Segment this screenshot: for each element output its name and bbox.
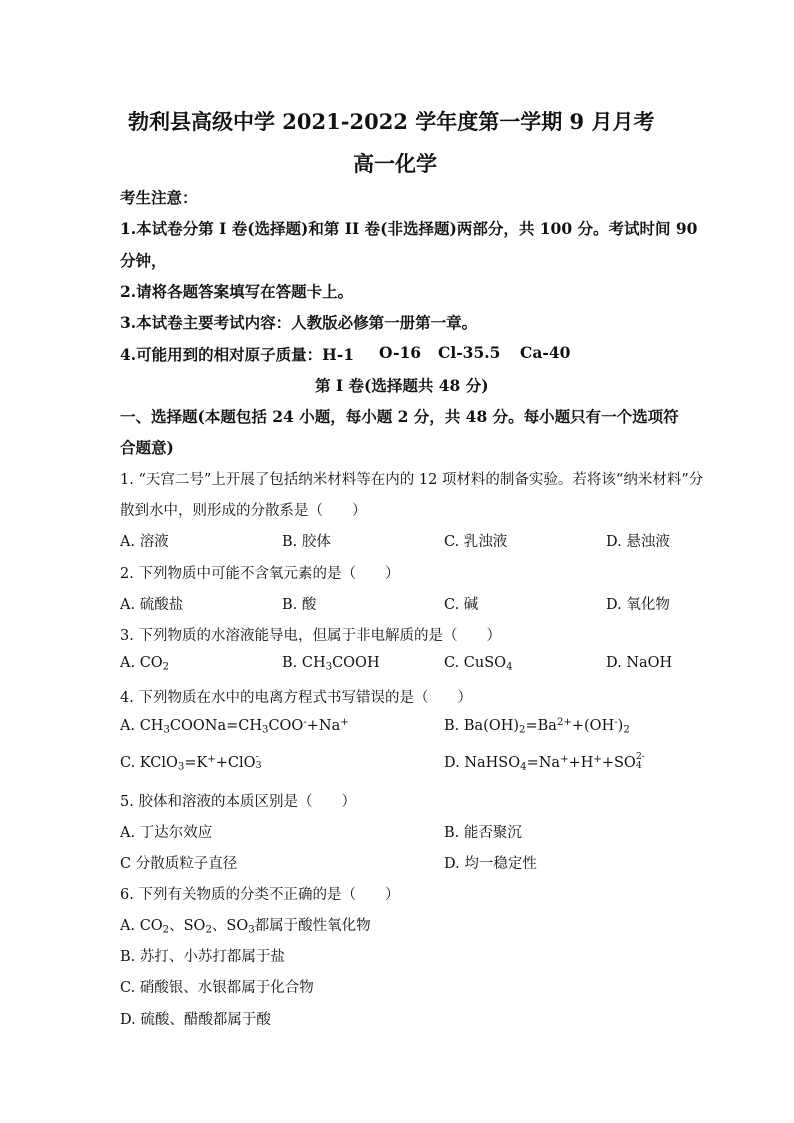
exam-title: 勃利县高级中学 2021-2022 学年度第一学期 9 月月考 xyxy=(128,109,655,134)
q5-stem: 5. 胶体和溶液的本质区别是（ ） xyxy=(120,794,356,810)
volume-title: 第 I 卷(选择题共 48 分) xyxy=(315,376,489,395)
q2-option-a: A. 硫酸盐 xyxy=(120,597,184,613)
q1-stem-line2: 散到水中，则形成的分散系是（ ） xyxy=(120,503,367,519)
exam-subtitle: 高一化学 xyxy=(353,151,437,176)
q1-option-a: A. 溶液 xyxy=(120,534,169,550)
notice-item-2: 2.请将各题答案填写在答题卡上。 xyxy=(120,282,354,301)
q5-option-c: C 分散质粒子直径 xyxy=(120,856,238,872)
notice-heading: 考生注意： xyxy=(120,188,198,207)
q2-option-b: B. 酸 xyxy=(282,597,317,613)
q2-option-c: C. 碱 xyxy=(444,597,479,613)
q3-option-b: B. $CH_3COOH$ xyxy=(282,655,380,673)
notice-item-3: 3.本试卷主要考试内容：人教版必修第一册第一章。 xyxy=(120,313,478,332)
q6-stem: 6. 下列有关物质的分类不正确的是（ ） xyxy=(120,887,400,903)
q1-option-b: B. 胶体 xyxy=(282,534,331,550)
part-title-line2: 合题意) xyxy=(120,438,174,457)
atomic-mass-o: O-16 xyxy=(379,343,422,362)
atomic-mass-h: 4.可能用到的相对原子质量：H-1 xyxy=(120,345,355,364)
q6-option-a: A. $CO_2$、$SO_2$、$SO_3$都属于酸性氧化物 xyxy=(120,918,371,936)
q5-option-a: A. 丁达尔效应 xyxy=(120,825,213,841)
q1-option-d: D. 悬浊液 xyxy=(606,534,670,550)
q3-option-a: A. $CO_2$ xyxy=(120,655,170,673)
notice-item-1: 1.本试卷分第 I 卷(选择题)和第 II 卷(非选择题)两部分，共 100 分。考试时间 90 xyxy=(120,219,698,238)
q2-stem: 2. 下列物质中可能不含氧元素的是（ ） xyxy=(120,566,400,582)
q5-option-b: B. 能否聚沉 xyxy=(444,825,522,841)
q4-option-a: A. $CH_3COONa=CH_3COO^-+Na^+$ xyxy=(120,716,349,736)
q6-option-b: B. 苏打、小苏打都属于盐 xyxy=(120,949,285,965)
q6-option-d: D. 硫酸、醋酸都属于酸 xyxy=(120,1012,271,1028)
atomic-mass-cl: Cl-35.5 xyxy=(438,343,501,362)
q4-option-b: B. $Ba(OH)_2=Ba^{2+}+(OH^-)_2$ xyxy=(444,716,630,736)
notice-item-1-cont: 分钟， xyxy=(120,251,167,270)
q3-option-c: C. CuSO$_4$ xyxy=(444,655,513,673)
q1-stem-line1: 1. “天宫二号”上开展了包括纳米材料等在内的 12 项材料的制备实验。若将该“纳米材料”分 xyxy=(120,472,704,488)
q2-option-d: D. 氧化物 xyxy=(606,597,670,613)
q5-option-d: D. 均一稳定性 xyxy=(444,856,537,872)
part-title-line1: 一、选择题(本题包括 24 小题，每小题 2 分，共 48 分。每小题只有一个选项符 xyxy=(120,407,679,426)
q4-stem: 4. 下列物质在水中的电离方程式书写错误的是（ ） xyxy=(120,690,472,706)
q4-option-d: D. NaHSO$_4$=Na++H++SO 2- 4 xyxy=(444,750,645,773)
q4-option-c: C. KClO$_3$=K++ClO - 3 xyxy=(120,750,262,773)
q3-stem: 3. 下列物质的水溶液能导电，但属于非电解质的是（ ） xyxy=(120,628,501,644)
notice-item-4 xyxy=(120,343,354,365)
q6-option-c: C. 硝酸银、水银都属于化合物 xyxy=(120,980,314,996)
q1-option-c: C. 乳浊液 xyxy=(444,534,508,550)
atomic-mass-ca: Ca-40 xyxy=(520,343,571,362)
q3-option-d: D. NaOH xyxy=(606,655,673,671)
